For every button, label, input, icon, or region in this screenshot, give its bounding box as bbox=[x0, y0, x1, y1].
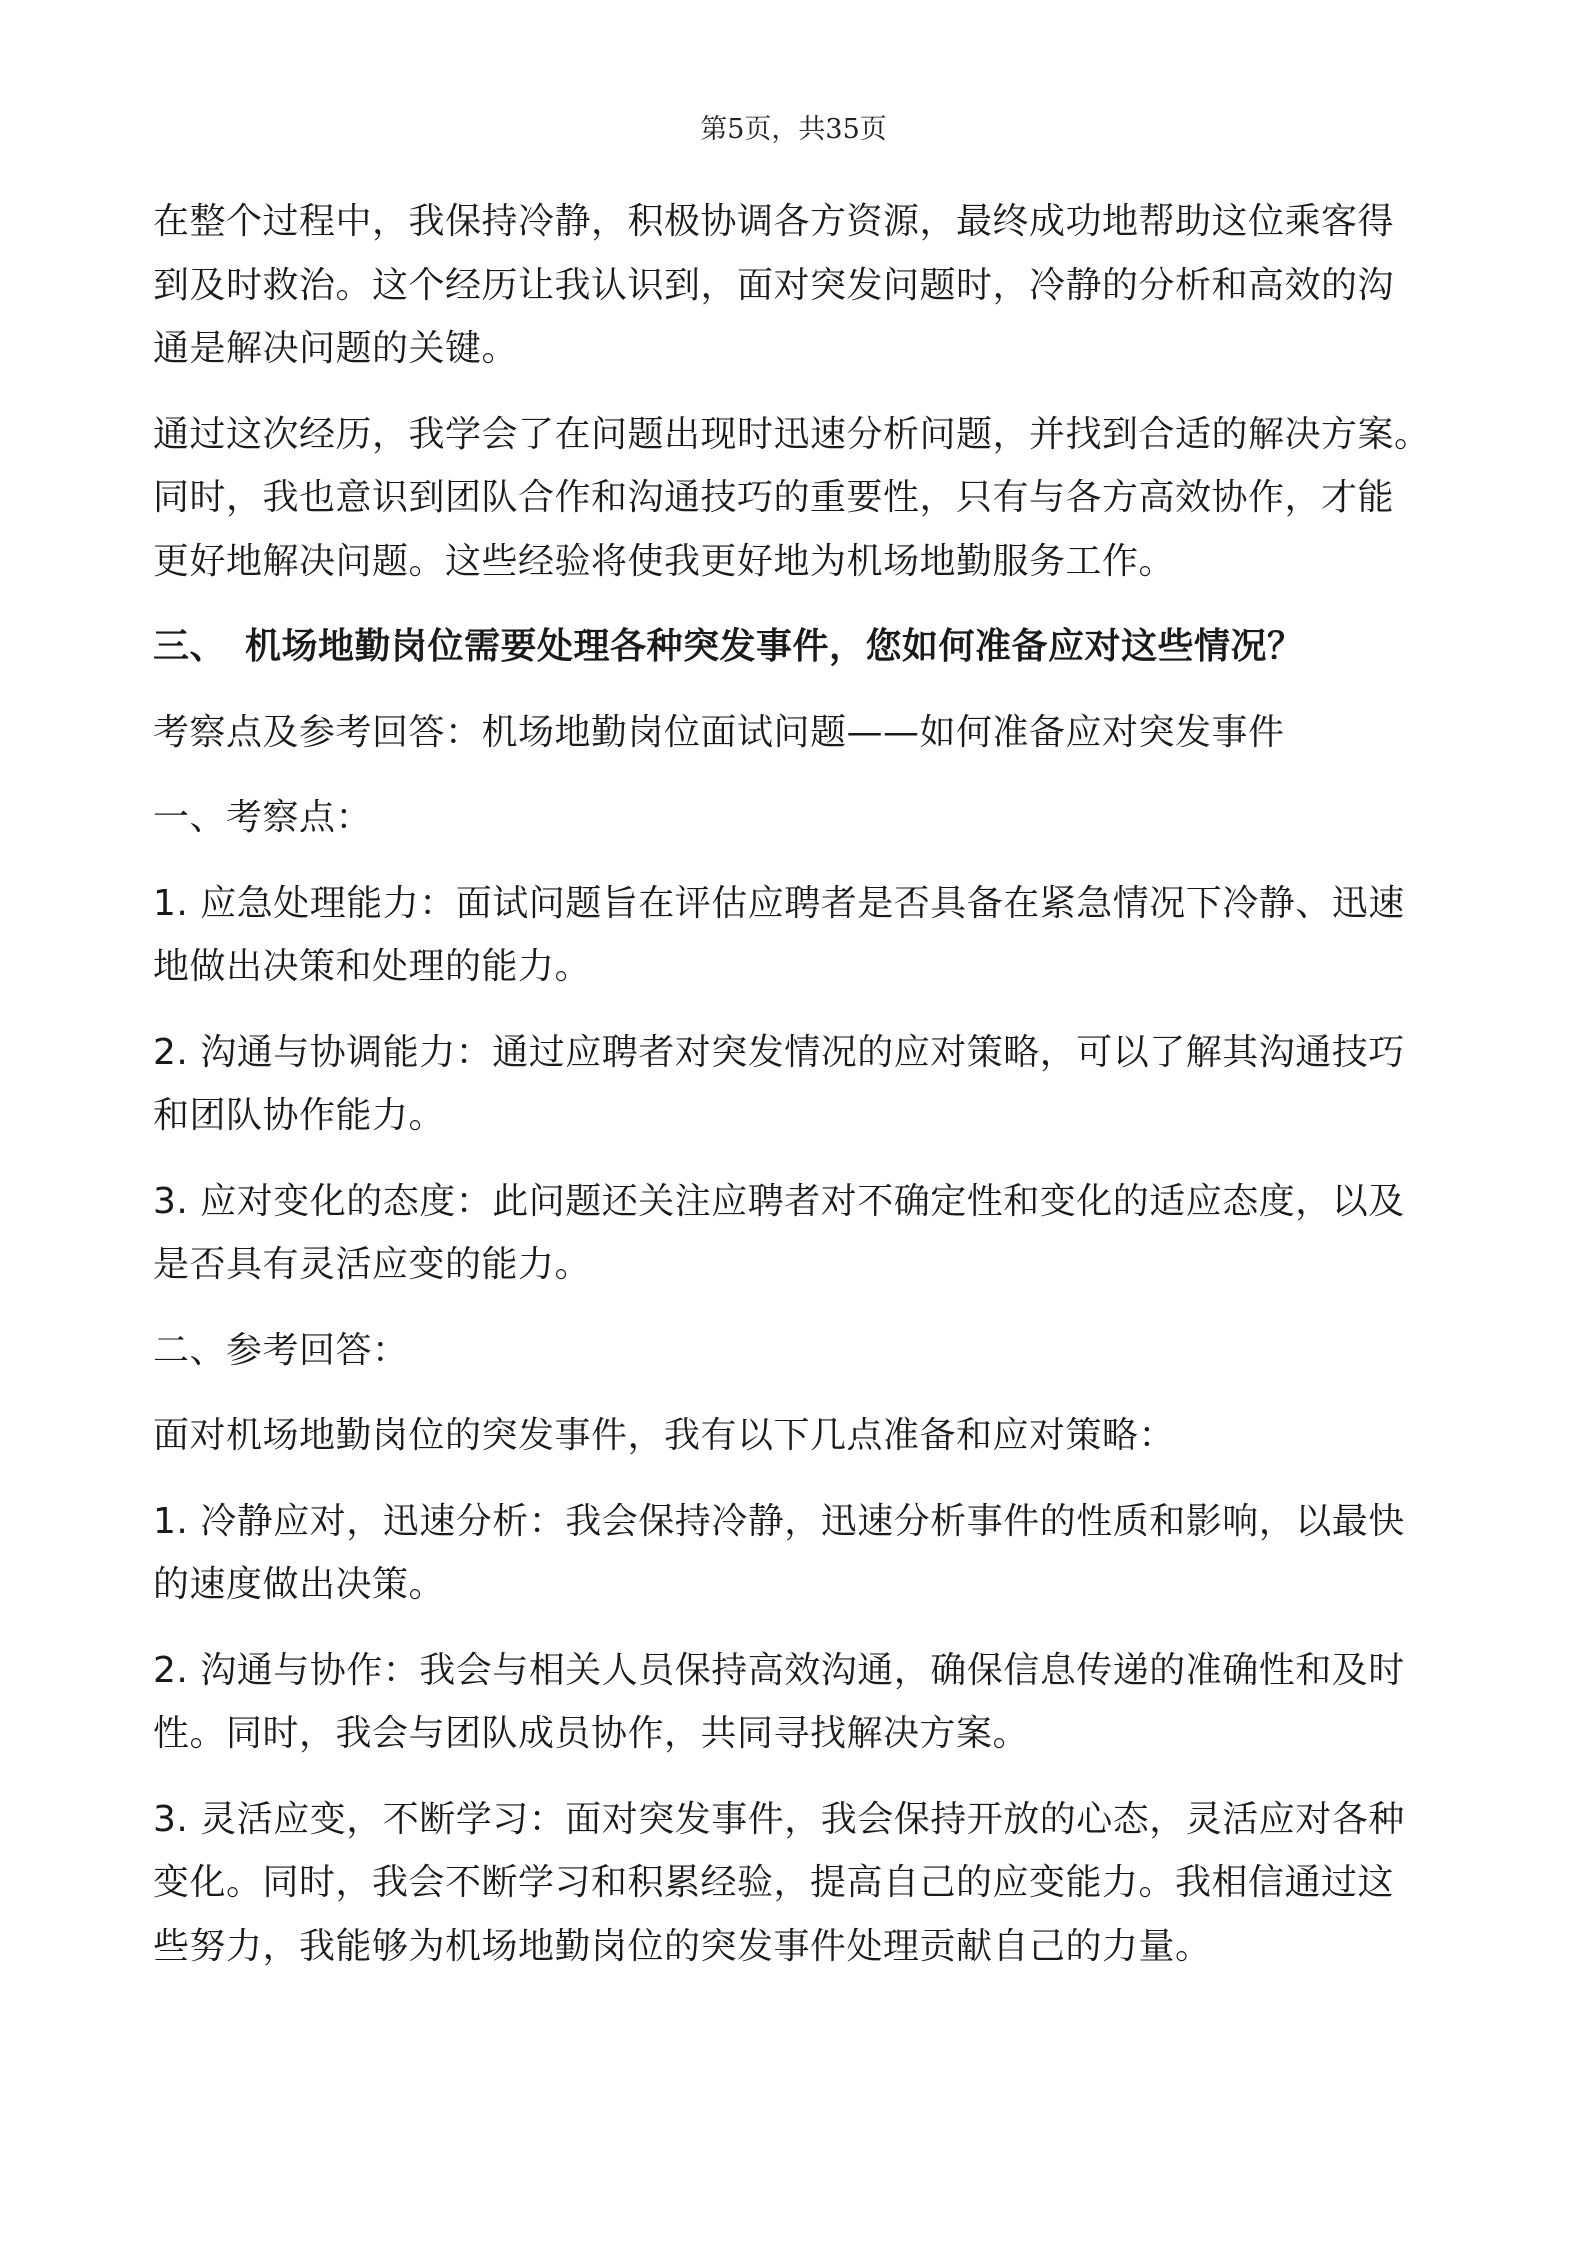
section-heading-assessment bbox=[153, 786, 1443, 850]
text-line: 更好地解决问题。这些经验将使我更好地为机场地勤服务工作。 bbox=[153, 540, 1176, 582]
text-line: 是否具有灵活应变的能力。 bbox=[153, 1244, 592, 1285]
question-line bbox=[153, 615, 1443, 679]
question-heading bbox=[153, 615, 1443, 679]
question-text: 机场地勤岗位需要处理各种突发事件，您如何准备应对这些情况？ bbox=[245, 626, 1304, 667]
list-item bbox=[153, 1021, 1443, 1148]
question-number: 三、 bbox=[153, 626, 227, 667]
text-line: 1. 应急处理能力：面试问题旨在评估应聘者是否具备在紧急情况下冷静、迅速 bbox=[153, 882, 1405, 924]
paragraph-intro bbox=[153, 701, 1443, 765]
text-line: 和团队协作能力。 bbox=[153, 1095, 446, 1136]
page-indicator: 第5页，共35页 bbox=[700, 114, 887, 145]
text-line: 3. 灵活应变，不断学习：面对突发事件，我会保持开放的心态，灵活应对各种 bbox=[153, 1798, 1405, 1840]
text-line: 3. 应对变化的态度：此问题还关注应聘者对不确定性和变化的适应态度，以及 bbox=[153, 1180, 1405, 1222]
text-line: 面对机场地勤岗位的突发事件，我有以下几点准备和应对策略： bbox=[153, 1415, 1176, 1456]
list-item bbox=[153, 1639, 1443, 1766]
text-line: 性。同时，我会与团队成员协作，共同寻找解决方案。 bbox=[153, 1713, 1030, 1754]
text-line: 到及时救治。这个经历让我认识到，面对突发问题时，冷静的分析和高效的沟 bbox=[153, 264, 1395, 306]
paragraph-lessons bbox=[153, 403, 1443, 594]
list-item bbox=[153, 1490, 1443, 1617]
text-line: 些努力，我能够为机场地勤岗位的突发事件处理贡献自己的力量。 bbox=[153, 1925, 1212, 1967]
text-line: 一、考察点： bbox=[153, 797, 373, 838]
text-line: 二、参考回答： bbox=[153, 1329, 409, 1371]
list-item bbox=[153, 1788, 1443, 1979]
list-item bbox=[153, 872, 1443, 999]
text-line: 1. 冷静应对，迅速分析：我会保持冷静，迅速分析事件的性质和影响，以最快 bbox=[153, 1500, 1405, 1542]
text-line: 2. 沟通与协作：我会与相关人员保持高效沟通，确保信息传递的准确性和及时 bbox=[153, 1649, 1405, 1691]
text-line: 在整个过程中，我保持冷静，积极协调各方资源，最终成功地帮助这位乘客得 bbox=[153, 201, 1395, 242]
text-line: 考察点及参考回答：机场地勤岗位面试问题——如何准备应对突发事件 bbox=[153, 711, 1285, 753]
text-line: 通是解决问题的关键。 bbox=[153, 328, 519, 369]
section-heading-answer bbox=[153, 1319, 1443, 1383]
paragraph-outcome bbox=[153, 190, 1443, 381]
text-line: 地做出决策和处理的能力。 bbox=[153, 946, 592, 987]
list-item bbox=[153, 1170, 1443, 1297]
paragraph-answer-intro bbox=[153, 1404, 1443, 1468]
text-line: 2. 沟通与协调能力：通过应聘者对突发情况的应对策略，可以了解其沟通技巧 bbox=[153, 1031, 1405, 1073]
document-body bbox=[153, 190, 1443, 1978]
text-line: 变化。同时，我会不断学习和积累经验，提高自己的应变能力。我相信通过这 bbox=[153, 1862, 1395, 1903]
text-line: 通过这次经历，我学会了在问题出现时迅速分析问题，并找到合适的解决方案。 bbox=[153, 413, 1431, 455]
text-line: 同时，我也意识到团队合作和沟通技巧的重要性，只有与各方高效协作，才能 bbox=[153, 477, 1395, 518]
text-line: 的速度做出决策。 bbox=[153, 1564, 446, 1605]
